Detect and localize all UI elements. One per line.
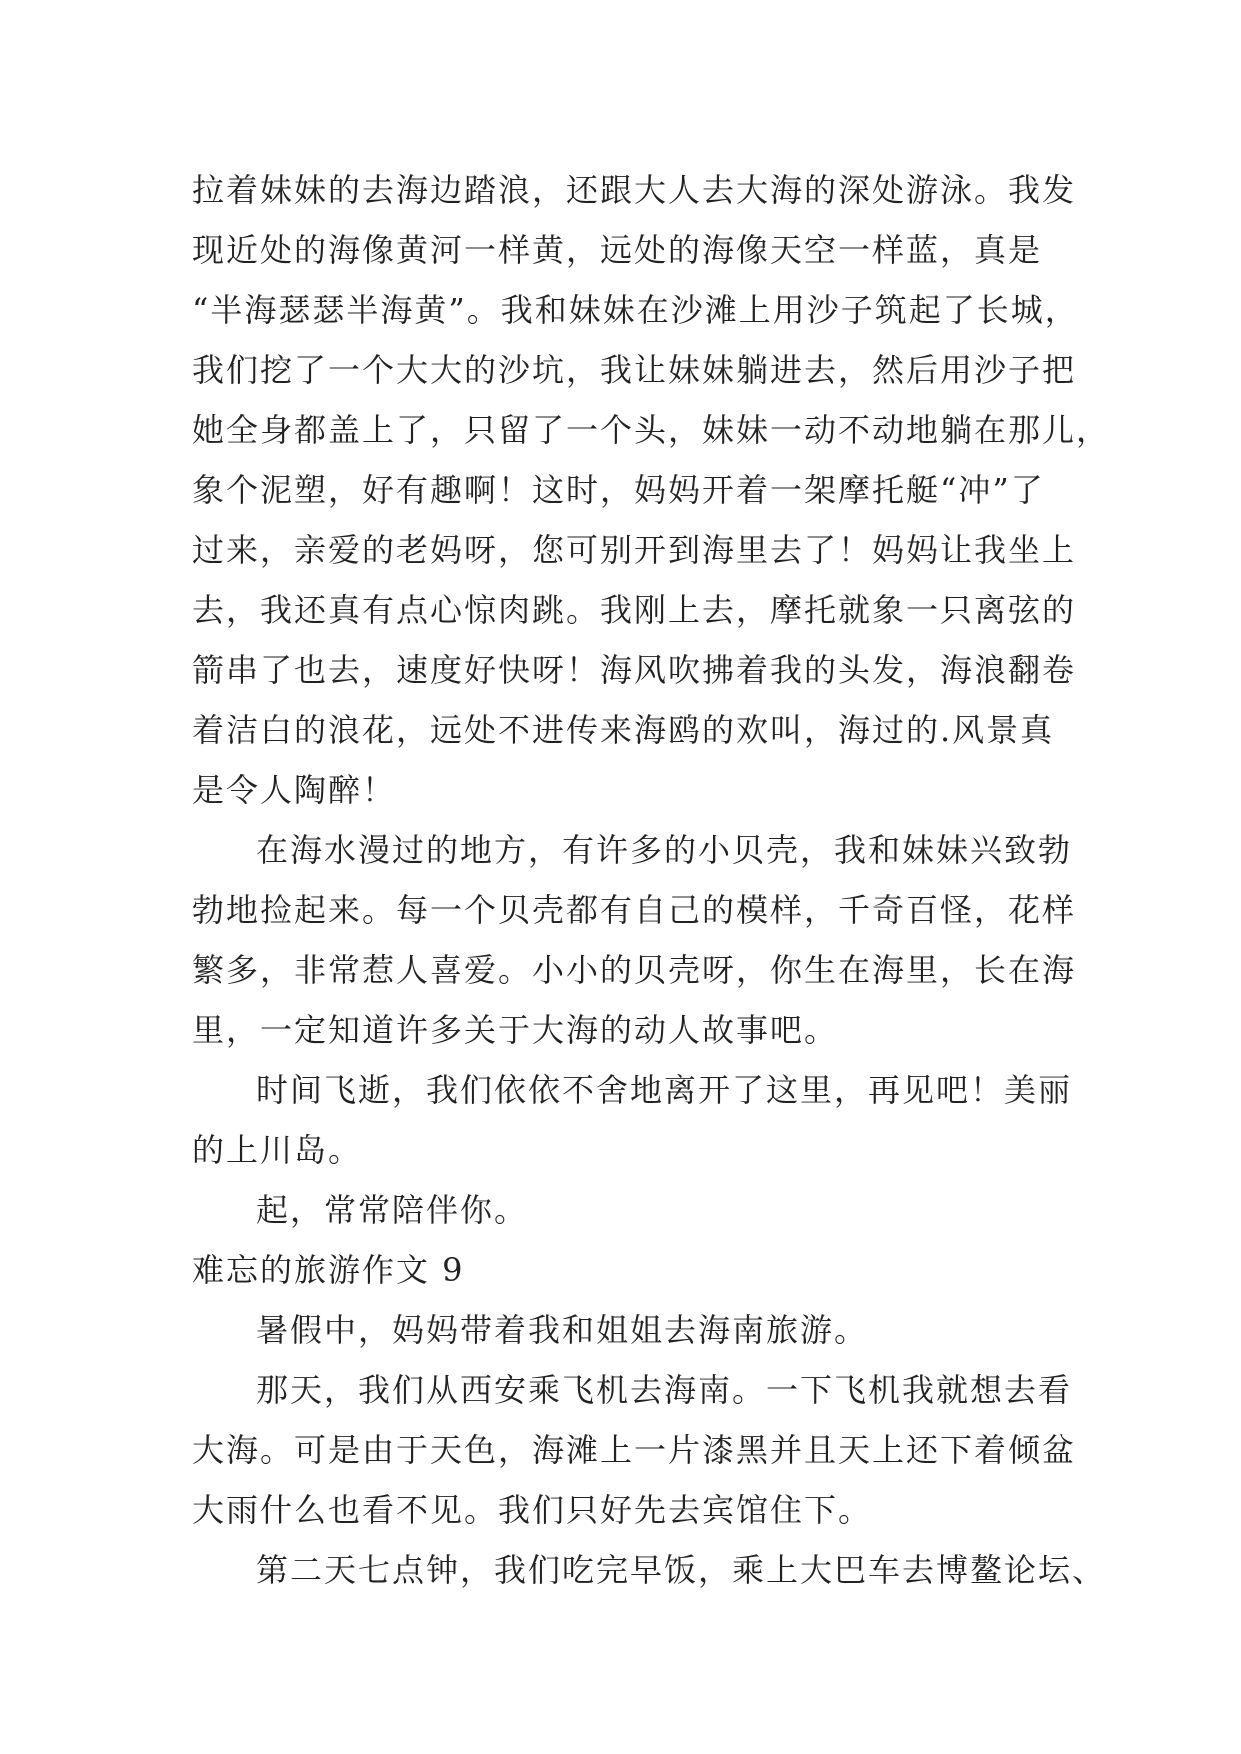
text-line: 去，我还真有点心惊肉跳。我刚上去，摩托就象一只离弦的 (192, 591, 1077, 629)
text-line: 我们挖了一个大大的沙坑，我让妹妹躺进去，然后用沙子把 (192, 351, 1077, 389)
text-line: 现近处的海像黄河一样黄，远处的海像天空一样蓝，真是 (192, 231, 1043, 269)
text-line: 拉着妹妹的去海边踏浪，还跟大人去大海的深处游泳。我发 (192, 171, 1077, 209)
text-line: 那天，我们从西安乘飞机去海南。一下飞机我就想去看 (256, 1371, 1073, 1409)
text-line: 起，常常陪伴你。 (256, 1191, 529, 1229)
text-line: 勃地捡起来。每一个贝壳都有自己的模样，千奇百怪，花样 (192, 891, 1077, 929)
text-line: 时间飞逝，我们依依不舍地离开了这里，再见吧！美丽 (256, 1071, 1073, 1109)
text-line: “半海瑟瑟半海黄”。我和妹妹在沙滩上用沙子筑起了长城， (192, 291, 1079, 329)
text-line: 第二天七点钟，我们吃完早饭，乘上大巴车去博鳌论坛、 (256, 1551, 1107, 1589)
text-line: 繁多，非常惹人喜爱。小小的贝壳呀，你生在海里，长在海 (192, 951, 1077, 989)
text-line: 里，一定知道许多关于大海的动人故事吧。 (192, 1011, 839, 1049)
text-line: 象个泥塑，好有趣啊！这时，妈妈开着一架摩托艇“冲”了 (192, 471, 1045, 509)
text-line: 在海水漫过的地方，有许多的小贝壳，我和妹妹兴致勃 (256, 831, 1073, 869)
text-line: 暑假中，妈妈带着我和姐姐去海南旅游。 (256, 1311, 869, 1349)
text-line: 大海。可是由于天色，海滩上一片漆黑并且天上还下着倾盆 (192, 1431, 1077, 1469)
document-body (192, 160, 1111, 1600)
text-line: 箭串了也去，速度好快呀！海风吹拂着我的头发，海浪翻卷 (192, 651, 1077, 689)
text-line: 她全身都盖上了，只留了一个头，妹妹一动不动地躺在那儿， (192, 411, 1111, 449)
text-line: 大雨什么也看不见。我们只好先去宾馆住下。 (192, 1491, 873, 1529)
text-line: 难忘的旅游作文 9 (192, 1251, 465, 1289)
text-line: 是令人陶醉！ (192, 771, 397, 809)
text-line: 过来，亲爱的老妈呀，您可别开到海里去了！妈妈让我坐上 (192, 531, 1077, 569)
text-line: 的上川岛。 (192, 1131, 363, 1169)
text-line: 着洁白的浪花，远处不进传来海鸥的欢叫，海过的.风景真 (192, 711, 1055, 749)
